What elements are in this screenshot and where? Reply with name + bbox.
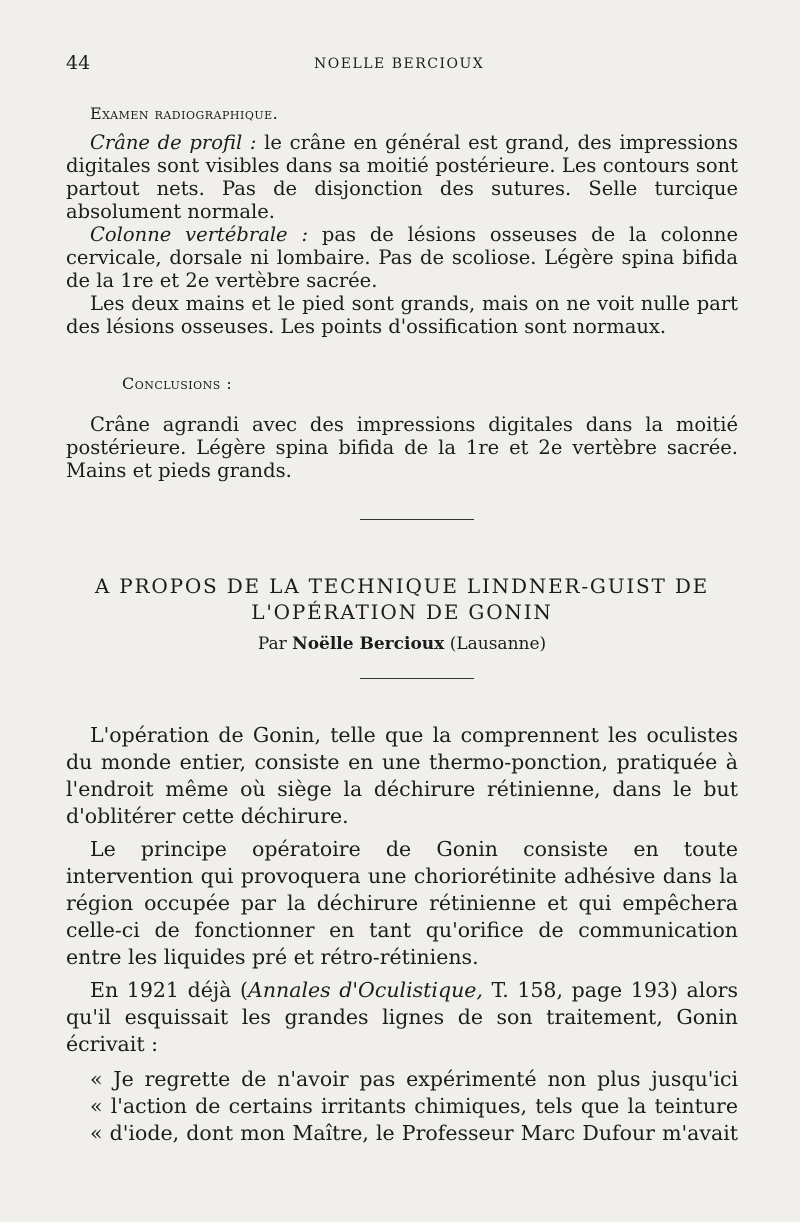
paragraph: L'opération de Gonin, telle que la comprennent les oculistes du monde entier, consiste en une thermo-ponction, pratiquée à l'endroit même où siège la déchirure rétinienne, dans le but d'oblitérer cette déchirure. — [66, 723, 738, 828]
conclusions-heading: Conclusions : — [122, 374, 233, 393]
page-header — [66, 52, 734, 78]
crane-text: le crâne en général est grand, des impressions digitales sont visibles dans sa moitié postérieure. Les contours sont partout nets. Pas de disjonction des sutures. Selle turcique absolument normale. — [66, 131, 738, 223]
article-byline — [66, 634, 738, 654]
article-body — [66, 722, 738, 1147]
quote-line: « Je regrette de n'avoir pas expérimenté non plus jusqu'ici — [90, 1067, 738, 1091]
quotation — [66, 1066, 738, 1147]
colonne-text: pas de lésions osseuses de la colonne cervicale, dorsale ni lombaire. Pas de scoliose. Légère spina bifida de la 1re et 2e vertèbre sacrée. — [66, 223, 738, 292]
conclusions-section — [66, 372, 738, 482]
article-title-line1: A PROPOS DE LA TECHNIQUE LINDNER-GUIST DE — [94, 574, 710, 598]
divider — [360, 678, 474, 679]
article-title-line2: L'OPÉRATION DE GONIN — [251, 600, 553, 624]
divider — [360, 519, 474, 520]
paragraph — [66, 223, 738, 292]
section-heading: Examen radiographique. — [90, 104, 279, 123]
conclusions-text: Crâne agrandi avec des impressions digitales dans la moitié postérieure. Légère spina bifida de la 1re et 2e vertèbre sacrée. Mains et pieds grands. — [66, 413, 738, 482]
byline-prefix: Par — [257, 634, 287, 654]
quote-line: « d'iode, dont mon Maître, le Professeur Marc Dufour m'avait — [90, 1121, 738, 1145]
text-run: En 1921 déjà ( — [90, 978, 249, 1002]
paragraph: Les deux mains et le pied sont grands, mais on ne voit nulle part des lésions osseuses. Les points d'ossification sont normaux. — [66, 292, 738, 338]
text-run: T. 158, page 193) alors qu'il esquissait les grandes lignes de son traitement, Gonin écrivait : — [66, 978, 738, 1056]
author-location: (Lausanne) — [449, 634, 547, 654]
paragraph — [66, 977, 738, 1058]
paragraph: Le principe opératoire de Gonin consiste en toute intervention qui provoquera une choriorétinite adhésive dans la région occupée par la déchirure rétinienne et qui empêchera celle-ci de fonctionner en tant qu'orifice de communication entre les liquides pré et rétro-rétiniens. — [66, 837, 738, 969]
quote-line: « l'action de certains irritants chimiques, tels que la teinture — [90, 1094, 738, 1118]
colonne-label: Colonne vertébrale : — [90, 223, 309, 246]
radiographic-exam-section — [66, 102, 738, 338]
citation: Annales d'Oculistique, — [248, 978, 483, 1002]
running-title: NOELLE BERCIOUX — [314, 56, 485, 72]
author-name: Noëlle Bercioux — [292, 634, 445, 654]
page-number: 44 — [66, 52, 91, 74]
paragraph — [66, 131, 738, 223]
crane-label: Crâne de profil : — [90, 131, 257, 154]
